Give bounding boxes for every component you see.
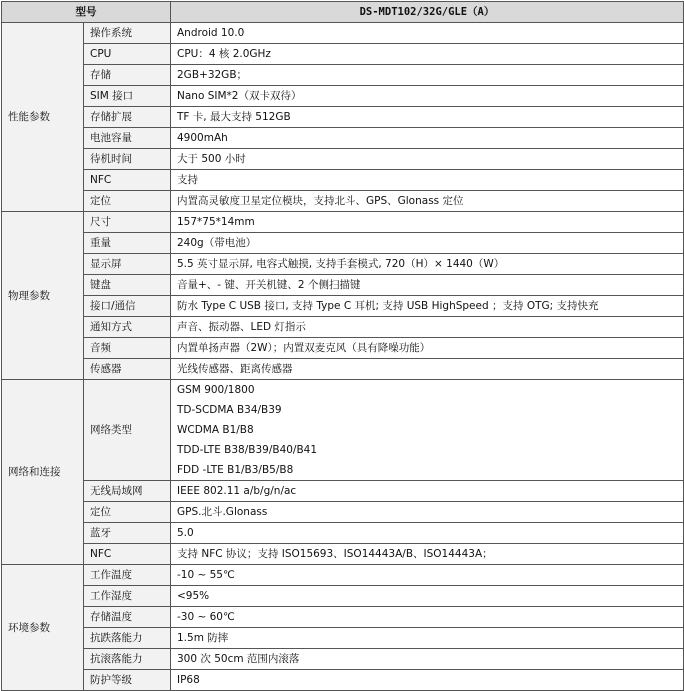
row-label: 抗滚落能力 — [84, 649, 171, 670]
row-value: 240g（带电池） — [171, 233, 684, 254]
table-row — [2, 233, 684, 254]
table-row — [2, 44, 684, 65]
header-row — [2, 2, 684, 23]
table-row — [2, 275, 684, 296]
row-label: 存储扩展 — [84, 107, 171, 128]
table-row — [2, 586, 684, 607]
row-value: 1.5m 防摔 — [171, 628, 684, 649]
section-name: 环境参数 — [2, 565, 84, 691]
row-value: Nano SIM*2（双卡双待） — [171, 86, 684, 107]
network-band: TDD-LTE B38/B39/B40/B41 — [177, 444, 318, 456]
table-row — [2, 607, 684, 628]
section-name: 网络和连接 — [2, 380, 84, 565]
network-band: TD-SCDMA B34/B39 — [177, 404, 282, 416]
row-value: Android 10.0 — [171, 23, 684, 44]
row-label: 定位 — [84, 502, 171, 523]
row-label: 尺寸 — [84, 212, 171, 233]
table-row — [2, 86, 684, 107]
row-label: 音频 — [84, 338, 171, 359]
row-label: 存储 — [84, 65, 171, 86]
model-label: 型号 — [2, 2, 171, 23]
table-row — [2, 128, 684, 149]
row-label: 显示屏 — [84, 254, 171, 275]
row-value: TF 卡, 最大支持 512GB — [171, 107, 684, 128]
row-value: 157*75*14mm — [171, 212, 684, 233]
network-type-list — [171, 380, 684, 481]
row-label: 防护等级 — [84, 670, 171, 691]
row-value: GPS.北斗.Glonass — [171, 502, 684, 523]
row-label: NFC — [84, 544, 171, 565]
row-value: -30 ~ 60℃ — [171, 607, 684, 628]
row-value: 5.5 英寸显示屏, 电容式触摸, 支持手套模式, 720（H）× 1440（W） — [171, 254, 684, 275]
row-value: 防水 Type C USB 接口, 支持 Type C 耳机; 支持 USB HighSpeed ；支持 OTG; 支持快充 — [171, 296, 684, 317]
row-value: IP68 — [171, 670, 684, 691]
table-row — [2, 338, 684, 359]
spec-table — [1, 1, 684, 691]
row-value: 光线传感器、距离传感器 — [171, 359, 684, 380]
network-band: FDD -LTE B1/B3/B5/B8 — [177, 464, 294, 476]
table-row — [2, 380, 684, 481]
row-label: 工作湿度 — [84, 586, 171, 607]
table-row — [2, 544, 684, 565]
table-row — [2, 65, 684, 86]
row-label: 键盘 — [84, 275, 171, 296]
table-row — [2, 191, 684, 212]
row-value: 音量+、- 键、开关机键、2 个侧扫描键 — [171, 275, 684, 296]
table-row — [2, 23, 684, 44]
row-label: 蓝牙 — [84, 523, 171, 544]
row-label: 抗跌落能力 — [84, 628, 171, 649]
network-band: WCDMA B1/B8 — [177, 424, 254, 436]
row-value: 2GB+32GB； — [171, 65, 684, 86]
row-value: 大于 500 小时 — [171, 149, 684, 170]
table-row — [2, 317, 684, 338]
row-value: 内置单扬声器（2W）；内置双麦克风（具有降噪功能） — [171, 338, 684, 359]
row-label: CPU — [84, 44, 171, 65]
row-value: CPU：4 核 2.0GHz — [171, 44, 684, 65]
row-label: 操作系统 — [84, 23, 171, 44]
row-label: NFC — [84, 170, 171, 191]
row-label: 电池容量 — [84, 128, 171, 149]
row-value: 内置高灵敏度卫星定位模块，支持北斗、GPS、Glonass 定位 — [171, 191, 684, 212]
row-label: 存储温度 — [84, 607, 171, 628]
table-row — [2, 212, 684, 233]
row-label: 通知方式 — [84, 317, 171, 338]
row-label: 工作温度 — [84, 565, 171, 586]
row-label: 重量 — [84, 233, 171, 254]
row-label: 接口/通信 — [84, 296, 171, 317]
table-row — [2, 502, 684, 523]
table-row — [2, 565, 684, 586]
table-row — [2, 170, 684, 191]
table-row — [2, 649, 684, 670]
row-label: SIM 接口 — [84, 86, 171, 107]
section-name: 物理参数 — [2, 212, 84, 380]
table-row — [2, 107, 684, 128]
table-row — [2, 523, 684, 544]
row-value: <95% — [171, 586, 684, 607]
row-value: 4900mAh — [171, 128, 684, 149]
row-label: 定位 — [84, 191, 171, 212]
table-row — [2, 628, 684, 649]
section-name: 性能参数 — [2, 23, 84, 212]
row-label: 传感器 — [84, 359, 171, 380]
row-value: -10 ~ 55℃ — [171, 565, 684, 586]
row-value: 支持 — [171, 170, 684, 191]
row-label: 无线局域网 — [84, 481, 171, 502]
table-row — [2, 149, 684, 170]
model-value: DS-MDT102/32G/GLE（A） — [171, 2, 684, 23]
network-band: GSM 900/1800 — [177, 384, 255, 396]
table-row — [2, 670, 684, 691]
row-value: 声音、振动器、LED 灯指示 — [171, 317, 684, 338]
table-row — [2, 296, 684, 317]
row-value: 5.0 — [171, 523, 684, 544]
table-row — [2, 359, 684, 380]
table-row — [2, 481, 684, 502]
table-row — [2, 254, 684, 275]
row-value: 支持 NFC 协议；支持 ISO15693、ISO14443A/B、ISO14443A； — [171, 544, 684, 565]
row-label: 网络类型 — [84, 380, 171, 481]
row-value: IEEE 802.11 a/b/g/n/ac — [171, 481, 684, 502]
row-value: 300 次 50cm 范围内滚落 — [171, 649, 684, 670]
row-label: 待机时间 — [84, 149, 171, 170]
